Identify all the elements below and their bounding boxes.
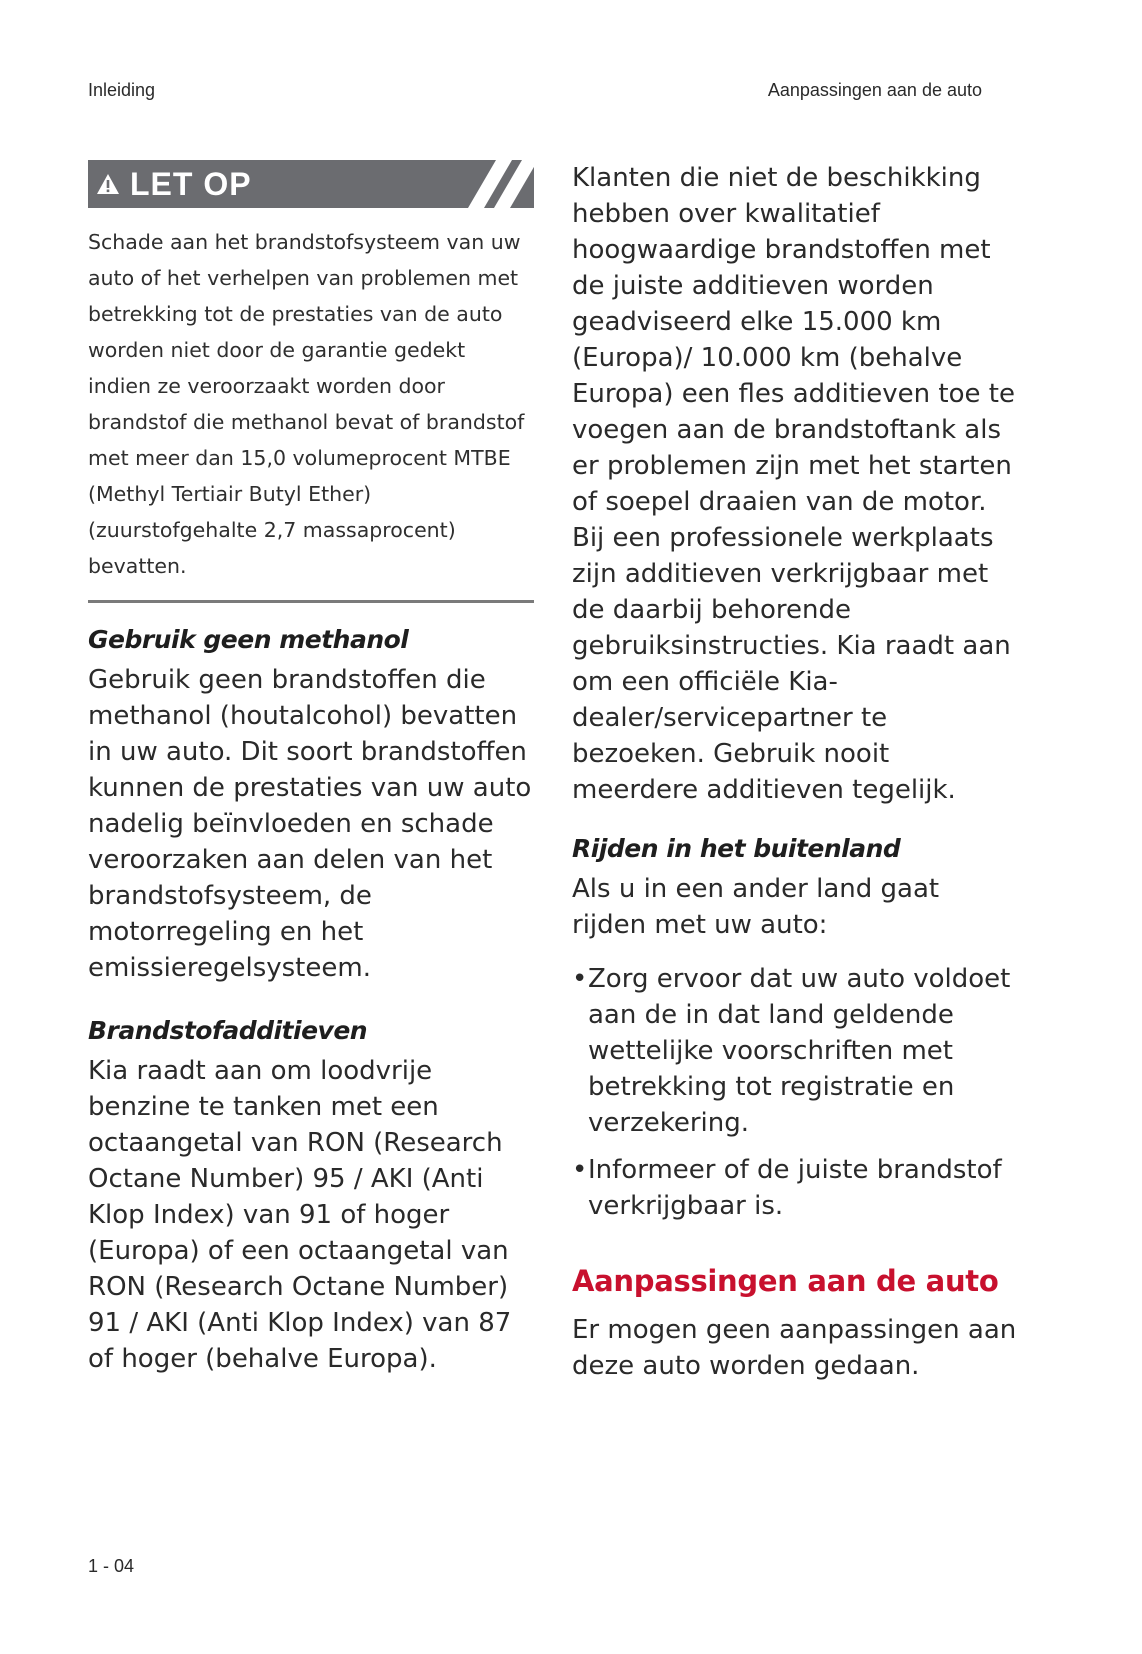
- running-header-chapter: Inleiding: [88, 80, 156, 100]
- paragraph-vehicle-modifications: Er mogen geen aanpassingen aan deze auto worden gedaan.: [572, 1315, 1017, 1381]
- driving-abroad-list: [572, 961, 1018, 1224]
- left-column: [88, 160, 534, 1377]
- right-column: [572, 160, 1018, 1384]
- bullet-icon: •: [572, 1155, 588, 1185]
- heading-vehicle-modifications: Aanpassingen aan de auto: [572, 1264, 999, 1298]
- stripes-decoration-icon: [454, 160, 534, 208]
- list-item: [572, 961, 1018, 1141]
- list-item-text: Zorg ervoor dat uw auto voldoet aan de in dat land geldende wettelijke voorschriften met betrekking tot registratie en verzekering.: [588, 964, 1011, 1138]
- warning-text: Schade aan het brandstofsysteem van uw auto of het verhelpen van problemen met betrekking tot de prestaties van de auto worden niet door de garantie gedekt indien ze veroorzaakt worden door brandstof die methanol bevat of brandstof met meer dan 15,0 volumeprocent MTBE (Methyl Tertiair Butyl Ether) (zuurstofgehalte 2,7 massaprocent) bevatten.: [88, 224, 534, 603]
- running-header-section: Aanpassingen aan de auto: [767, 80, 982, 100]
- warning-box: [88, 160, 534, 603]
- page-number: 1 - 04: [88, 1556, 135, 1576]
- paragraph-driving-abroad-intro: Als u in een ander land gaat rijden met uw auto:: [572, 874, 940, 940]
- paragraph-no-methanol: Gebruik geen brandstoffen die methanol (houtalcohol) bevatten in uw auto. Dit soort brandstoffen kunnen de prestaties van uw auto nadelig beïnvloeden en schade veroorzaken aan delen van het brandstofsysteem, de motorregeling en het emissieregelsysteem.: [88, 665, 532, 983]
- list-item-text: Informeer of de juiste brandstof verkrijgbaar is.: [588, 1155, 1002, 1221]
- warning-title: LET OP: [130, 165, 252, 202]
- paragraph-fuel-additives-continued: Klanten die niet de beschikking hebben over kwalitatief hoogwaardige brandstoffen met de juiste additieven worden geadviseerd elke 15.000 km (Europa)/ 10.000 km (behalve Europa) een fles additieven toe te voegen aan de brandstoftank als er problemen zijn met het starten of soepel draaien van de motor. Bij een professionele werkplaats zijn additieven verkrijgbaar met de daarbij behorende gebruiksinstructies. Kia raadt aan om een officiële Kia-dealer/servicepartner te bezoeken. Gebruik nooit meerdere additieven tegelijk.: [572, 163, 1015, 805]
- list-item: [572, 1152, 1018, 1224]
- heading-no-methanol: Gebruik geen methanol: [88, 625, 409, 654]
- bullet-icon: •: [572, 964, 588, 994]
- warning-title-bar: [88, 160, 534, 208]
- warning-triangle-icon: [96, 173, 120, 195]
- heading-fuel-additives: Brandstofadditieven: [88, 1016, 368, 1045]
- heading-driving-abroad: Rijden in het buitenland: [572, 834, 901, 863]
- paragraph-fuel-additives: Kia raadt aan om loodvrije benzine te tanken met een octaangetal van RON (Research Octane Number) 95 / AKI (Anti Klop Index) van 91 of hoger (Europa) of een octaangetal van RON (Research Octane Number) 91 / AKI (Anti Klop Index) van 87 of hoger (behalve Europa).: [88, 1056, 512, 1374]
